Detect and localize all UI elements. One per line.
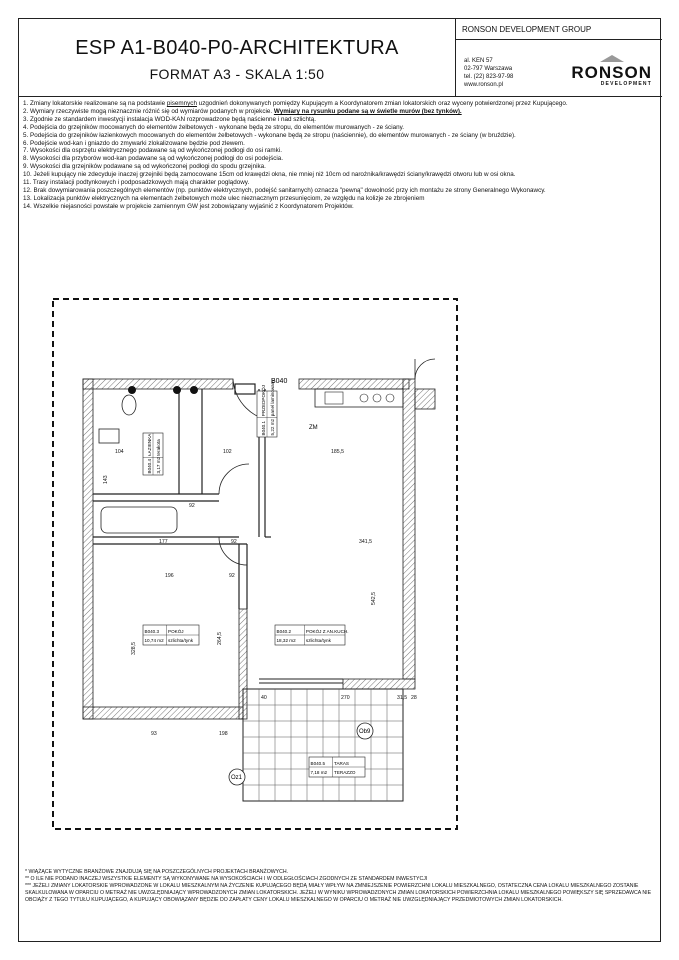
room-code: B040.2 bbox=[276, 629, 292, 634]
dimension-label: 270 bbox=[341, 695, 350, 701]
hob-icon bbox=[360, 394, 368, 402]
address-line: www.ronson.pl bbox=[464, 82, 504, 88]
room-finish: szlichta/tynk bbox=[305, 638, 331, 643]
dimension-label: 341,5 bbox=[359, 539, 372, 545]
dimension-label: 31,5 bbox=[397, 695, 408, 701]
address-line: al. KEN 57 bbox=[464, 58, 493, 64]
dimension-label: 102 bbox=[223, 449, 232, 455]
room-code: B040.3 bbox=[144, 629, 160, 634]
meter-label: ZM bbox=[309, 425, 318, 431]
unit-label: B040 bbox=[271, 378, 288, 385]
room-finish: panel laminowany bbox=[270, 379, 275, 417]
company-name: RONSON DEVELOPMENT GROUP bbox=[462, 25, 592, 34]
room-area: 5,22 m2 bbox=[270, 418, 275, 436]
drawing-sheet bbox=[18, 18, 661, 942]
note-item: 3. Zgodnie ze standardem inwestycji instalacja WOD-KAN rozprowadzone będą naścienne i nad szlichtą. bbox=[23, 115, 316, 123]
dimension-label: 264,5 bbox=[217, 632, 223, 645]
dimension-label: 92 bbox=[231, 539, 237, 545]
logo-text: RONSON bbox=[571, 63, 652, 82]
room-code: B040.1 bbox=[261, 420, 266, 436]
room-area: 7,18 m2 bbox=[310, 770, 328, 775]
dimension-label: 40 bbox=[261, 695, 267, 701]
notes-list bbox=[23, 100, 658, 211]
dimension-label: 198 bbox=[219, 731, 228, 737]
note-item: 7. Wysokości dla osprzętu elektrycznego podawane są od wykończonej podłogi do osi ramki. bbox=[23, 147, 282, 155]
room-label bbox=[275, 625, 349, 645]
roof-icon bbox=[600, 55, 624, 62]
interior-walls bbox=[93, 384, 271, 609]
room-label bbox=[309, 757, 365, 777]
room-name: POKÓJ Z AN.KUCH. bbox=[305, 629, 349, 634]
note-item: 2. Wymiary rzeczywiste mogą nieznacznie różnić się od wymiarów podanych w projekcie. Wymiary na rysunku podane są w świetle murów (bez tynków). bbox=[23, 107, 462, 115]
address-line: 02-797 Warszawa bbox=[464, 66, 513, 72]
dimension-label: 143 bbox=[103, 475, 109, 484]
floor-plan-drawing bbox=[19, 279, 662, 839]
dimension-label: 185,5 bbox=[331, 449, 344, 455]
address-line: tel. (22) 823-97-98 bbox=[464, 74, 514, 80]
note-item: 11. Trasy instalacji podtynkowych i podposadzkowych mają charakter poglądowy. bbox=[23, 179, 250, 187]
room-finish: terakota bbox=[156, 439, 161, 456]
drawing-format: FORMAT A3 - SKALA 1:50 bbox=[149, 66, 325, 82]
hob-icon bbox=[386, 394, 394, 402]
dimension-label: 92 bbox=[189, 503, 195, 509]
room-finish: TERAZZO bbox=[334, 770, 356, 775]
svg-text:Ob9: Ob9 bbox=[359, 729, 371, 735]
sink-icon bbox=[325, 392, 343, 404]
note-item: 10. Jeżeli kupujący nie zdecyduje inaczej grzejniki będą zamocowane 15cm od krawędzi okna, nie mniej niż 10cm od narożnika/krawędzi ściany/krawędzi otworu lub w osi okna. bbox=[23, 171, 516, 179]
room-code: B040.5 bbox=[310, 761, 326, 766]
washbasin-icon bbox=[99, 429, 119, 443]
dimensions bbox=[103, 449, 417, 737]
dimension-label: 196 bbox=[165, 573, 174, 579]
footer-note: *** JEŻELI ZMIANY LOKATORSKIE WPROWADZONE W LOKALU MIESZKALNYM NA ŻYCZENIE KUPUJĄCEGO BĘDĄ MIAŁY WPŁYW NA ZMNIEJSZENIE POWIERZCHNI LOKALU MIESZKALNEGO, OSTATECZNA CENA LOKALU MIESZKALNEGO ZOSTANIE SKALKULOWANA W OPARCIU O METRAŻ NIE UWZGLĘDNIAJĄCY WPROWADZONYCH ZMIAN LOKATORSKICH. JEŻELI W WYNIKU WPROWADZONYCH ZMIAN LOKATORSKICH POWIERZCHNIA LOKALU MIESZKALNEGO POWIĘKSZY SIĘ SPRZEDAWCA NIE OBCIĄŻY Z TEGO TYTUŁU KUPUJĄCEGO, A KUPUJĄCY OBOWIĄZANY BĘDZIE DO ZAPŁATY CENY LOKALU MIESZKALNEGO W OPARCIU O METRAŻ NIE UWZGLĘDNIAJĄCY PRZEDMIOTOWYCH ZMIAN LOKATORSKICH. bbox=[25, 882, 652, 903]
room-label bbox=[143, 625, 199, 645]
toilet-icon bbox=[122, 395, 136, 415]
ronson-logo bbox=[571, 55, 652, 87]
door-swing bbox=[219, 464, 249, 494]
dimension-label: 92 bbox=[229, 573, 235, 579]
company-address bbox=[464, 57, 513, 89]
room-name: ŁAZIENKA bbox=[147, 433, 152, 456]
room-area: 10,74 m2 bbox=[144, 638, 164, 643]
note-item: 9. Wysokości dla grzejników podawane są od wykończonej podłogi do spodu grzejnika. bbox=[23, 163, 266, 171]
room-name: TARAS bbox=[334, 761, 350, 766]
title-main bbox=[19, 19, 456, 97]
dimension-label: 28 bbox=[411, 695, 417, 701]
installation-riser-icon bbox=[128, 386, 136, 394]
room-finish: szlichta/tynk bbox=[168, 638, 194, 643]
window-tag-ob9 bbox=[357, 723, 373, 739]
room-name: POKÓJ bbox=[168, 629, 184, 634]
dimension-label: 104 bbox=[115, 449, 124, 455]
window-tag-oz1 bbox=[229, 769, 245, 785]
room-code: B040.4 bbox=[147, 458, 152, 474]
svg-text:Oz1: Oz1 bbox=[231, 775, 243, 781]
title-block bbox=[19, 19, 662, 97]
terrace bbox=[243, 689, 403, 801]
room-area: 3,17 m2 bbox=[156, 456, 161, 474]
dimension-label: 177 bbox=[159, 539, 168, 545]
note-item: 14. Wszelkie niejasności powstałe w projekcie zamiennym GW jest zobowiązany wyjaśnić z Koordynatorem Projektów. bbox=[23, 202, 354, 210]
installation-riser-icon bbox=[190, 386, 198, 394]
footer-notes bbox=[25, 869, 657, 904]
note-item: 12. Brak dowymiarowania poszczególnych elementów (np. punktów elektrycznych, podejść sanitarnych) oznacza "pewną" dowolność przy ich montażu ze strony Generalnego Wykonawcy. bbox=[23, 186, 546, 194]
dimension-label: 328,5 bbox=[131, 642, 137, 655]
floor-plan bbox=[19, 279, 662, 839]
note-item: 4. Podejścia do grzejników mocowanych do elementów żelbetowych - wykonane będą ze stropu, do elementów murowanych - ze ściany. bbox=[23, 123, 405, 131]
footer-note: * WIĄŻĄCE WYTYCZNE BRANŻOWE ZNAJDUJĄ SIĘ NA POSZCZEGÓLNYCH PROJEKTACH BRANŻOWYCH. bbox=[25, 869, 289, 875]
room-label bbox=[143, 433, 163, 475]
unit-boundary bbox=[53, 299, 457, 829]
room-area: 18,32 m2 bbox=[276, 638, 296, 643]
bathtub-icon bbox=[101, 507, 177, 533]
note-item: 1. Zmiany lokatorskie realizowane są na podstawie pisemnych uzgodnień dokonywanych pomiędzy Kupującym a Koordynatorem zmian lokatorskich oraz wyceny potwierdzonej przez Kupującego. bbox=[23, 100, 568, 107]
footer-note: ** O ILE NIE PODANO INACZEJ WSZYSTKIE ELEMENTY SĄ WYKONYWANE NA WYSOKOŚCIACH I W ODLEGŁOŚCIACH ZGODNYCH ZE STANDARDEM INWESTYCJI bbox=[25, 875, 428, 882]
note-item: 13. Lokalizacja punktów elektrycznych na elementach żelbetowych może ulec nieznacznym przesunięciom, ze względu na kolizje ze zbrojeniem bbox=[23, 194, 425, 202]
dimension-label: 542,5 bbox=[371, 592, 377, 605]
door-swing bbox=[415, 359, 435, 379]
drawing-title: ESP A1-B040-P0-ARCHITEKTURA bbox=[75, 37, 399, 59]
dimension-label: 93 bbox=[151, 731, 157, 737]
hob-icon bbox=[373, 394, 381, 402]
company-block bbox=[456, 19, 662, 97]
room-name: PRZEDPOKÓJ bbox=[261, 385, 266, 417]
note-item: 8. Wysokości dla przyborów wod-kan podawane są od wykończonej podłogi do osi podejścia. bbox=[23, 155, 284, 163]
note-item: 5. Podejścia do grzejników łazienkowych mocowanych do elementów żelbetowych - wykonane będą ze stropu (naściennie), do elementów murowanych - ze ściany (w bruździe). bbox=[23, 131, 516, 139]
room-label bbox=[257, 379, 277, 437]
installation-riser-icon bbox=[173, 386, 181, 394]
note-item: 6. Podejście wod-kan i gniazdo do zmywarki zlokalizowane będzie pod zlewem. bbox=[23, 139, 245, 147]
logo-subtext: DEVELOPMENT bbox=[600, 81, 652, 87]
